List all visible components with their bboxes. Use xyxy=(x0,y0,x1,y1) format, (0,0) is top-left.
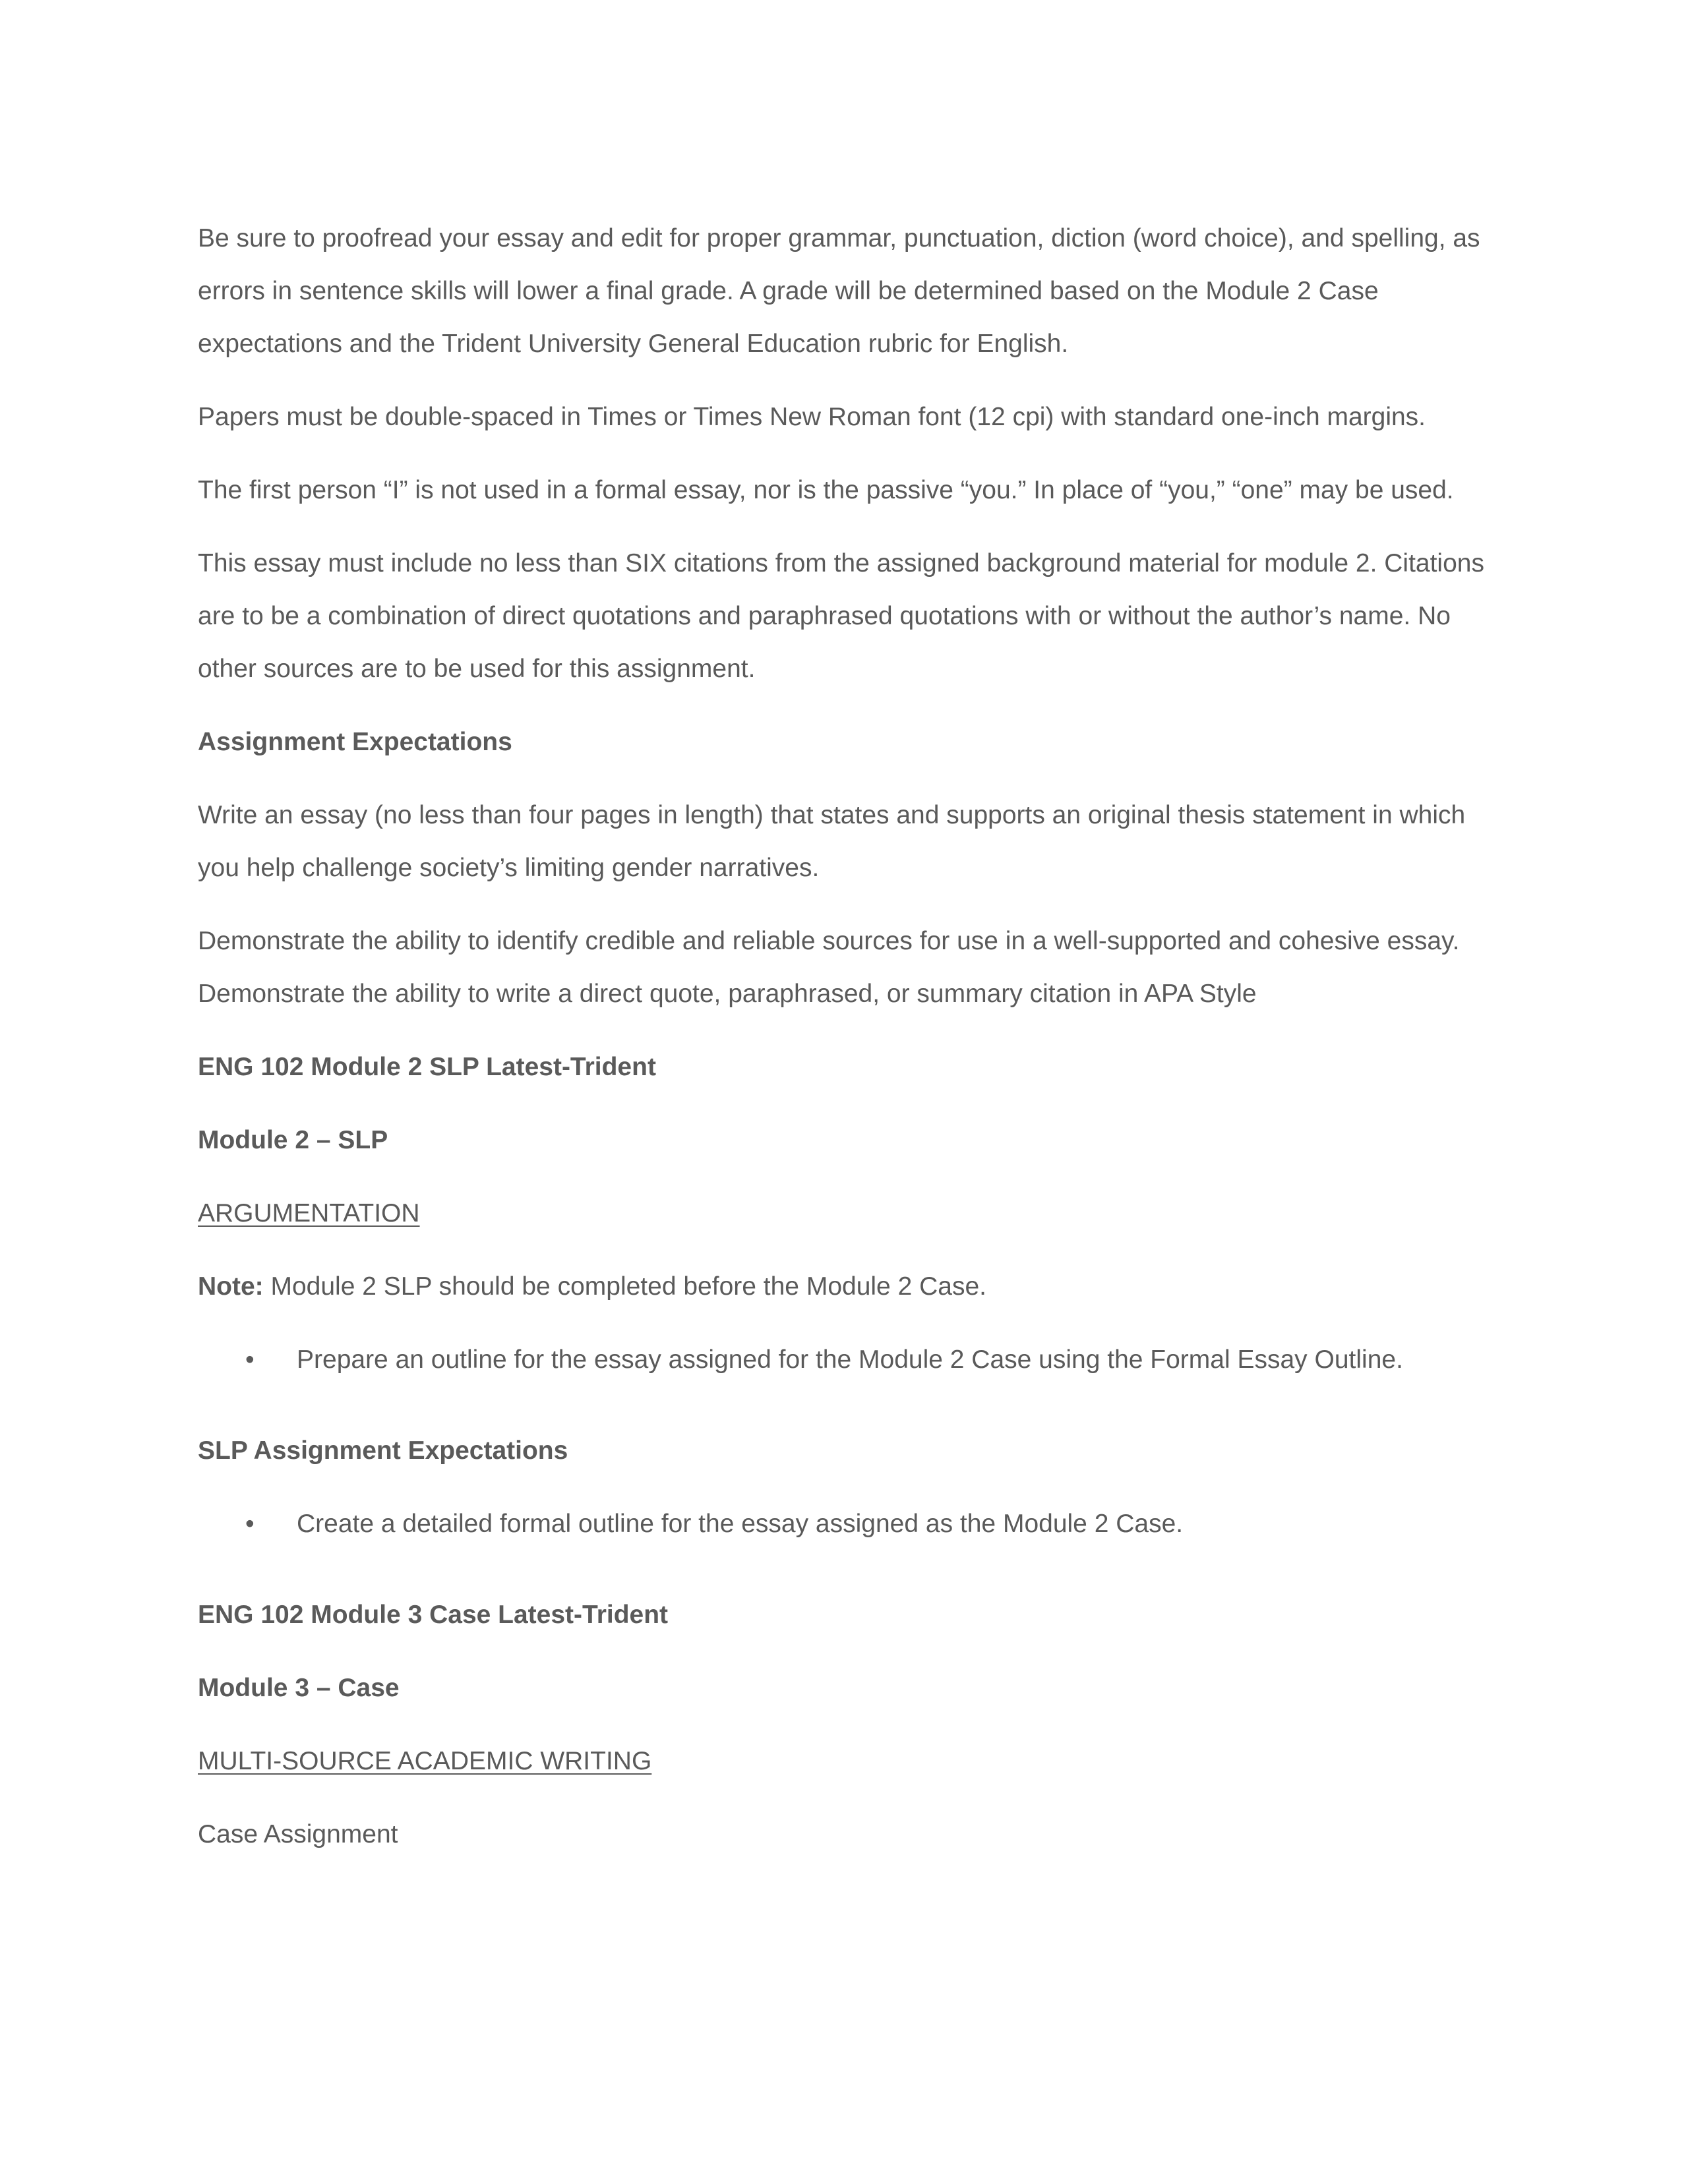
bullet-icon: • xyxy=(245,1510,255,1538)
bullet-text: Create a detailed formal outline for the essay assigned as the Module 2 Case. xyxy=(297,1510,1184,1538)
heading-module-2-slp: Module 2 – SLP xyxy=(198,1126,388,1154)
paragraph-citations: This essay must include no less than SIX citations from the assigned background material for module 2. Citations are to be a combination of direct quotations and paraphrased quotations with or without the author’s name. No other sources are to be used for this assignment. xyxy=(198,549,1484,683)
paragraph-spacing: Papers must be double-spaced in Times or Times New Roman font (12 cpi) with standard one-inch margins. xyxy=(198,403,1426,431)
paragraph-proofread: Be sure to proofread your essay and edit for proper grammar, punctuation, diction (word choice), and spelling, as errors in sentence skills will lower a final grade. A grade will be determined based on the Module 2 Case expectations and the Trident University General Education rubric for English. xyxy=(198,224,1480,358)
heading-module-3-case-title: ENG 102 Module 3 Case Latest-Trident xyxy=(198,1601,669,1629)
document-page xyxy=(198,212,1490,1881)
paragraph-write-essay: Write an essay (no less than four pages in length) that states and supports an original thesis statement in which you help challenge society’s limiting gender narratives. xyxy=(198,801,1466,882)
note-label: Note: xyxy=(198,1272,264,1301)
heading-module-3-case: Module 3 – Case xyxy=(198,1674,400,1702)
heading-module-2-slp-title: ENG 102 Module 2 SLP Latest-Trident xyxy=(198,1053,656,1081)
note-text: Module 2 SLP should be completed before the Module 2 Case. xyxy=(263,1272,986,1301)
topic-multi-source: MULTI-SOURCE ACADEMIC WRITING xyxy=(198,1747,652,1775)
paragraph-note xyxy=(198,1260,1490,1313)
paragraph-case-assignment: Case Assignment xyxy=(198,1820,398,1848)
bullet-item-detailed-outline xyxy=(198,1498,1490,1550)
paragraph-demonstrate: Demonstrate the ability to identify credible and reliable sources for use in a well-supported and cohesive essay. Demonstrate the ability to write a direct quote, paraphrased, or summary citation in APA Style xyxy=(198,927,1460,1008)
heading-assignment-expectations: Assignment Expectations xyxy=(198,728,512,756)
bullet-icon: • xyxy=(245,1345,255,1374)
bullet-text: Prepare an outline for the essay assigned for the Module 2 Case using the Formal Essay Outline. xyxy=(297,1345,1403,1374)
topic-argumentation: ARGUMENTATION xyxy=(198,1199,420,1227)
heading-slp-assignment-expectations: SLP Assignment Expectations xyxy=(198,1436,568,1465)
paragraph-first-person: The first person “I” is not used in a formal essay, nor is the passive “you.” In place of “you,” “one” may be used. xyxy=(198,476,1454,504)
bullet-item-outline xyxy=(198,1334,1490,1386)
